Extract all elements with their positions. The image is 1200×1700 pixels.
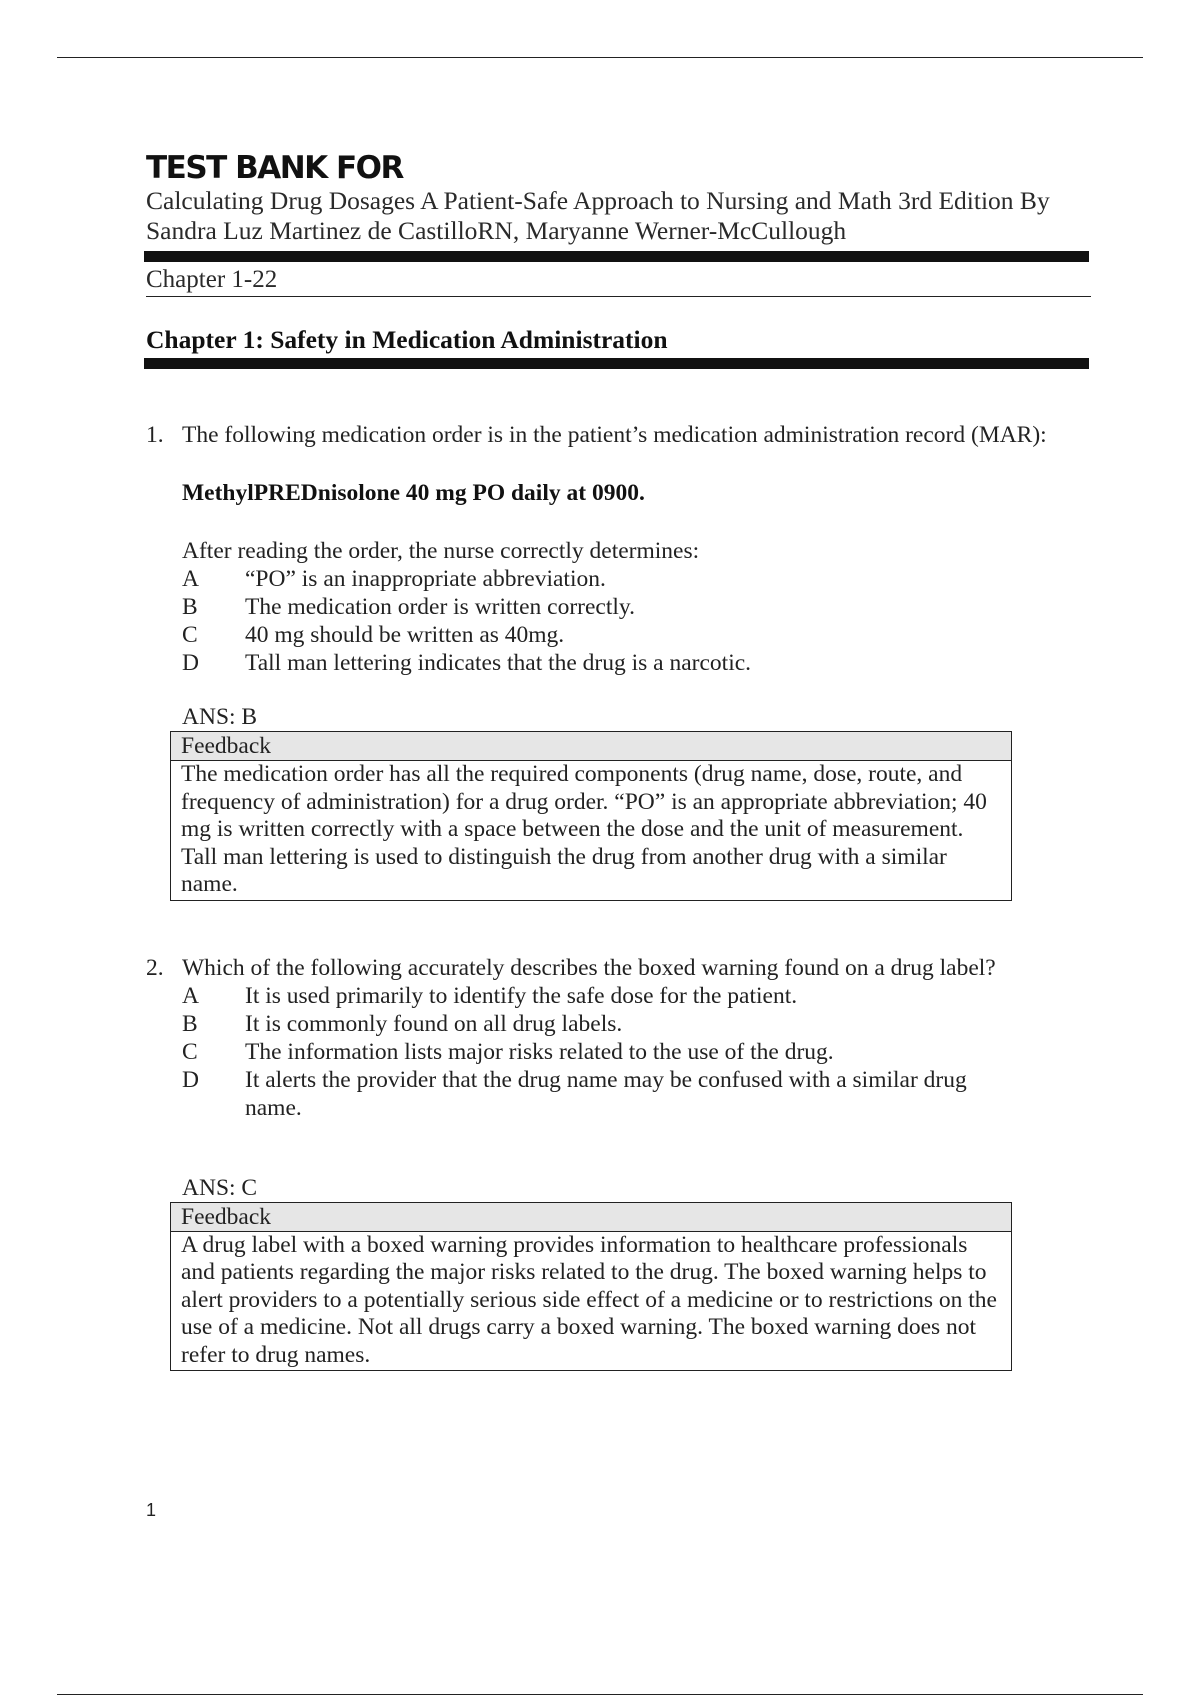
- page-top-rule: [57, 57, 1143, 58]
- option-text: 40 mg should be written as 40mg.: [245, 622, 565, 648]
- option-text: It is commonly found on all drug labels.: [245, 1010, 623, 1037]
- chapter-range-rule: [146, 296, 1091, 297]
- feedback-box: [170, 731, 1012, 901]
- option-text: It is used primarily to identify the safe dose for the patient.: [245, 982, 798, 1009]
- answer-option-d: [182, 1066, 992, 1122]
- answer-option-b: [182, 593, 1091, 621]
- medication-order: MethylPREDnisolone 40 mg PO daily at 0900.: [182, 480, 645, 506]
- feedback-box: [170, 1202, 1012, 1372]
- feedback-label: Feedback: [171, 732, 1011, 761]
- answer-key: ANS: B: [182, 704, 258, 730]
- chapter-heading-divider: [144, 358, 1089, 369]
- answer-option-d: [182, 649, 1091, 677]
- chapter-range: Chapter 1-22: [146, 266, 278, 293]
- option-text: “PO” is an inappropriate abbreviation.: [245, 566, 606, 592]
- option-letter: A: [182, 566, 199, 592]
- document-title: TEST BANK FOR: [146, 150, 403, 186]
- question-1: [146, 421, 1091, 901]
- document-content: [146, 150, 1091, 1371]
- question-stem: Which of the following accurately describes the boxed warning found on a drug label?: [182, 954, 996, 981]
- feedback-label: Feedback: [171, 1203, 1011, 1232]
- option-letter: D: [182, 1066, 199, 1093]
- chapter-heading: Chapter 1: Safety in Medication Administration: [146, 325, 668, 354]
- option-letter: C: [182, 622, 198, 648]
- option-text: Tall man lettering indicates that the drug is a narcotic.: [245, 650, 752, 676]
- feedback-text: The medication order has all the required components (drug name, dose, route, and frequency of administration) for a drug order. “PO” is an appropriate abbreviation; 40 mg is written correctly with a space between the dose and the unit of measurement. Tall man lettering is used to distinguish the drug from another drug with a similar name.: [181, 761, 987, 897]
- book-title-line-2: Sandra Luz Martinez de CastilloRN, Maryanne Werner-McCullough: [146, 216, 847, 245]
- question-stem: The following medication order is in the patient’s medication administration record (MAR):: [182, 422, 1047, 448]
- option-letter: C: [182, 1038, 198, 1065]
- answer-option-a: [182, 565, 1091, 593]
- option-text: The information lists major risks related to the use of the drug.: [245, 1038, 834, 1065]
- answer-option-a: [182, 982, 1091, 1010]
- page-bottom-rule: [57, 1694, 1143, 1695]
- question-lead: After reading the order, the nurse correctly determines:: [182, 538, 700, 564]
- answer-option-b: [182, 1010, 1091, 1038]
- answer-key: ANS: C: [182, 1174, 258, 1201]
- answer-option-c: [182, 1038, 1091, 1066]
- option-letter: B: [182, 1010, 198, 1037]
- feedback-text: A drug label with a boxed warning provides information to healthcare professionals and patients regarding the major risks related to the drug. The boxed warning helps to alert providers to a potentially serious side effect of a medicine or to restrictions on the use of a medicine. Not all drugs carry a boxed warning. The boxed warning does not refer to drug names.: [181, 1231, 997, 1368]
- page-number: 1: [146, 1500, 157, 1520]
- option-text: It alerts the provider that the drug name may be confused with a similar drug name.: [245, 1066, 967, 1121]
- title-divider: [144, 251, 1089, 262]
- option-letter: D: [182, 650, 199, 676]
- answer-option-c: [182, 621, 1091, 649]
- book-title-line-1: Calculating Drug Dosages A Patient-Safe Approach to Nursing and Math 3rd Edition By: [146, 186, 1050, 215]
- option-text: The medication order is written correctly.: [245, 594, 635, 620]
- question-2: [146, 954, 1091, 1372]
- option-letter: A: [182, 982, 199, 1009]
- question-number: 1.: [146, 422, 164, 448]
- question-number: 2.: [146, 954, 164, 981]
- option-letter: B: [182, 594, 198, 620]
